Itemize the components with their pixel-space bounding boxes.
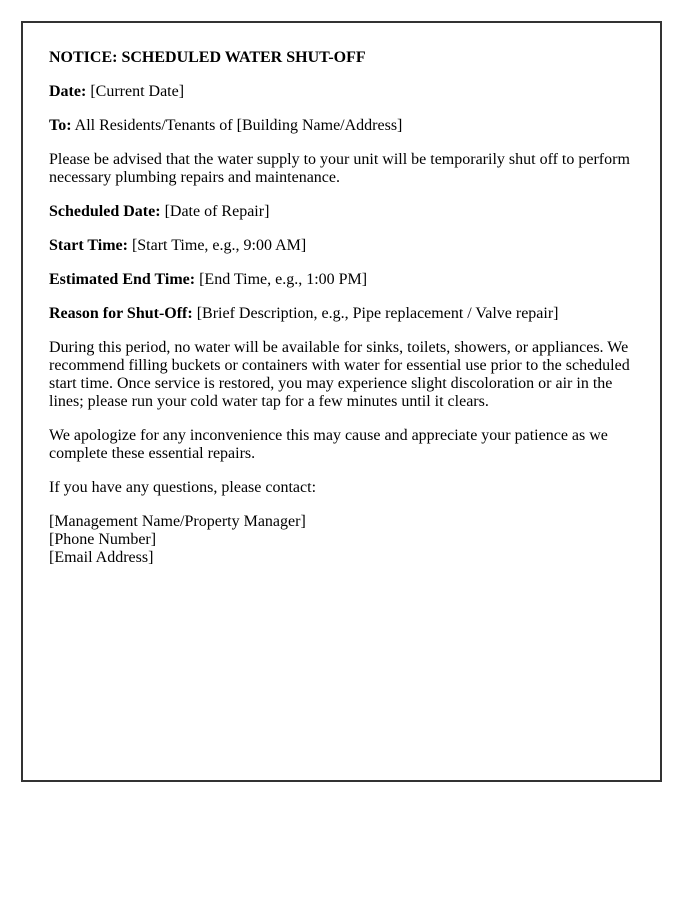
- field-start-time: [49, 237, 634, 255]
- field-end-time-label: Estimated End Time:: [49, 271, 196, 288]
- field-date-value: [Current Date]: [90, 83, 185, 100]
- paragraph-contact-prompt: If you have any questions, please contact:: [49, 479, 317, 496]
- paragraph-during: During this period, no water will be available for sinks, toilets, showers, or appliances. We recommend filling buckets or containers with water for essential use prior to the scheduled start time. Once service is restored, you may experience slight discoloration or air in the lines; please run your cold water tap for a few minutes until it clears.: [49, 339, 630, 410]
- contact-line-management: [Management Name/Property Manager]: [49, 513, 306, 530]
- field-start-time-value: [Start Time, e.g., 9:00 AM]: [131, 237, 307, 254]
- field-scheduled-date-value: [Date of Repair]: [164, 203, 270, 220]
- field-reason: [49, 305, 634, 323]
- contact-line-email: [Email Address]: [49, 549, 154, 566]
- notice-document: [21, 21, 662, 782]
- field-to-label: To:: [49, 117, 72, 134]
- field-reason-value: [Brief Description, e.g., Pipe replacement / Valve repair]: [196, 305, 559, 322]
- document-title: NOTICE: SCHEDULED WATER SHUT-OFF: [49, 49, 366, 66]
- field-end-time: [49, 271, 634, 289]
- field-reason-label: Reason for Shut-Off:: [49, 305, 193, 322]
- field-start-time-label: Start Time:: [49, 237, 128, 254]
- contact-block: [49, 513, 634, 567]
- field-date: [49, 83, 634, 101]
- field-to-value: All Residents/Tenants of [Building Name/Address]: [74, 117, 403, 134]
- field-scheduled-date-label: Scheduled Date:: [49, 203, 161, 220]
- field-date-label: Date:: [49, 83, 87, 100]
- contact-line-phone: [Phone Number]: [49, 531, 157, 548]
- field-end-time-value: [End Time, e.g., 1:00 PM]: [199, 271, 368, 288]
- paragraph-intro: Please be advised that the water supply to your unit will be temporarily shut off to perform necessary plumbing repairs and maintenance.: [49, 151, 630, 186]
- paragraph-apology: We apologize for any inconvenience this may cause and appreciate your patience as we complete these essential repairs.: [49, 427, 608, 462]
- field-to: [49, 117, 634, 135]
- field-scheduled-date: [49, 203, 634, 221]
